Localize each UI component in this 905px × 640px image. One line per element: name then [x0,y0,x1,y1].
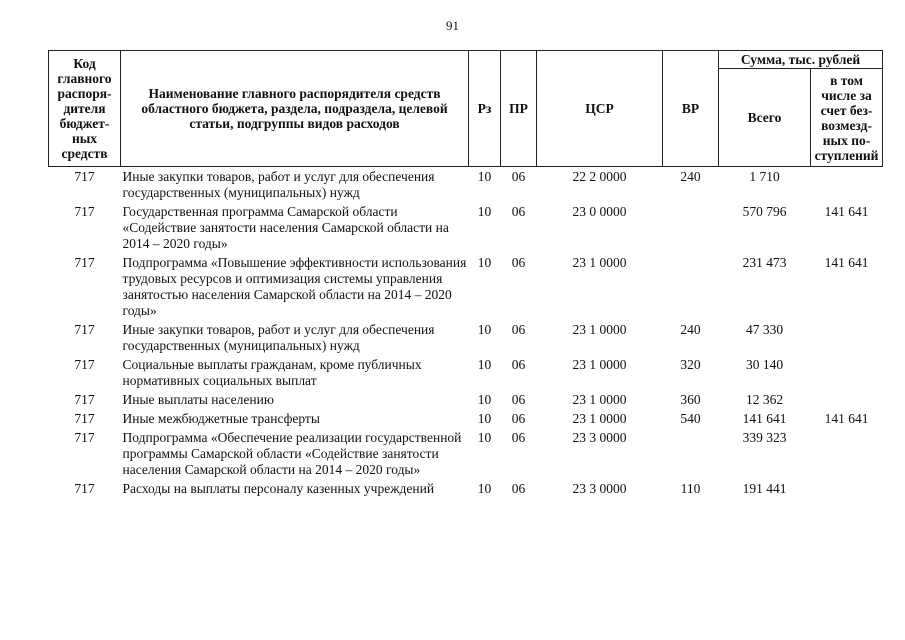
cell-pr: 06 [511,169,526,184]
table-body [49,167,883,501]
cell-code: 717 [74,255,95,270]
table-row [49,167,883,205]
header-name: Наименование главного распорядителя средств областного бюджета, раздела, подраздела, целевой статьи, подгруппы видов расходов [121,51,469,167]
cell-grants [811,481,883,500]
cell-code: 717 [74,411,95,426]
cell-pr: 06 [511,430,526,445]
cell-vr: 240 [680,169,701,184]
cell-vr: 540 [680,411,701,426]
cell-code: 717 [74,169,95,184]
cell-grants [811,430,883,481]
cell-rz: 10 [477,322,492,337]
cell-total: 191 441 [742,481,787,496]
cell-csr: 23 3 0000 [572,481,627,496]
cell-rz: 10 [477,481,492,496]
cell-total: 570 796 [742,204,787,219]
cell-grants [811,167,883,205]
cell-vr [663,430,719,481]
cell-name: Расходы на выплаты персоналу казенных учреждений [122,481,435,496]
cell-vr: 110 [680,481,701,496]
cell-total: 1 710 [749,169,780,184]
table-row [49,357,883,392]
header-pr: ПР [501,51,537,167]
cell-rz: 10 [477,357,492,372]
header-rz: Рз [469,51,501,167]
table-row [49,322,883,357]
cell-pr: 06 [511,392,526,407]
cell-grants: 141 641 [824,204,869,219]
cell-csr: 22 2 0000 [572,169,627,184]
cell-total: 231 473 [742,255,787,270]
cell-grants [811,357,883,392]
cell-pr: 06 [511,481,526,496]
header-vr: ВР [663,51,719,167]
cell-total: 30 140 [745,357,784,372]
header-csr: ЦСР [537,51,663,167]
cell-vr: 320 [680,357,701,372]
cell-rz: 10 [477,430,492,445]
cell-csr: 23 1 0000 [572,255,627,270]
table-row [49,255,883,322]
cell-name: Подпрограмма «Обеспечение реализации государственной программы Самарской области «Содействие занятости населения Самарской области на 2014 – 2020 годы» [122,430,462,477]
cell-code: 717 [74,357,95,372]
cell-pr: 06 [511,255,526,270]
budget-table [48,50,883,500]
cell-name: Социальные выплаты гражданам, кроме публичных нормативных социальных выплат [122,357,422,388]
table-row [49,430,883,481]
cell-total: 339 323 [742,430,787,445]
cell-pr: 06 [511,411,526,426]
cell-pr: 06 [511,357,526,372]
cell-csr: 23 1 0000 [572,357,627,372]
cell-name: Государственная программа Самарской области «Содействие занятости населения Самарской области на 2014 – 2020 годы» [122,204,449,251]
cell-rz: 10 [477,392,492,407]
cell-rz: 10 [477,411,492,426]
cell-name: Иные межбюджетные трансферты [122,411,320,426]
cell-total: 47 330 [745,322,784,337]
cell-csr: 23 1 0000 [572,322,627,337]
cell-code: 717 [74,392,95,407]
table-row [49,392,883,411]
cell-vr: 360 [680,392,701,407]
cell-rz: 10 [477,255,492,270]
cell-vr: 240 [680,322,701,337]
header-sum-group: Сумма, тыс. рублей [719,51,883,69]
page-number: 91 [446,18,459,33]
cell-csr: 23 0 0000 [572,204,627,219]
table-row [49,481,883,500]
cell-csr: 23 1 0000 [572,392,627,407]
cell-grants [811,322,883,357]
cell-code: 717 [74,322,95,337]
cell-name: Подпрограмма «Повышение эффективности использования трудовых ресурсов и оптимизация системы управления занятостью населения Самарской области на 2014 – 2020 годы» [122,255,467,318]
cell-total: 141 641 [742,411,787,426]
cell-csr: 23 3 0000 [572,430,627,445]
cell-pr: 06 [511,322,526,337]
header-total: Всего [719,69,811,167]
header-grants: в том числе за счет без-возмезд-ных по-ступлений [811,69,883,167]
cell-code: 717 [74,481,95,496]
cell-csr: 23 1 0000 [572,411,627,426]
table-row [49,411,883,430]
cell-grants: 141 641 [824,255,869,270]
table-row [49,204,883,255]
cell-vr [663,204,719,255]
cell-vr [663,255,719,322]
cell-name: Иные закупки товаров, работ и услуг для обеспечения государственных (муниципальных) нужд [122,169,435,200]
cell-code: 717 [74,204,95,219]
cell-name: Иные закупки товаров, работ и услуг для обеспечения государственных (муниципальных) нужд [122,322,435,353]
cell-rz: 10 [477,204,492,219]
cell-code: 717 [74,430,95,445]
cell-pr: 06 [511,204,526,219]
cell-total: 12 362 [745,392,784,407]
cell-grants: 141 641 [824,411,869,426]
header-code: Код главного распоря-дителя бюджет-ных средств [49,51,121,167]
cell-grants [811,392,883,411]
cell-rz: 10 [477,169,492,184]
table-header [49,51,883,167]
cell-name: Иные выплаты населению [122,392,274,407]
